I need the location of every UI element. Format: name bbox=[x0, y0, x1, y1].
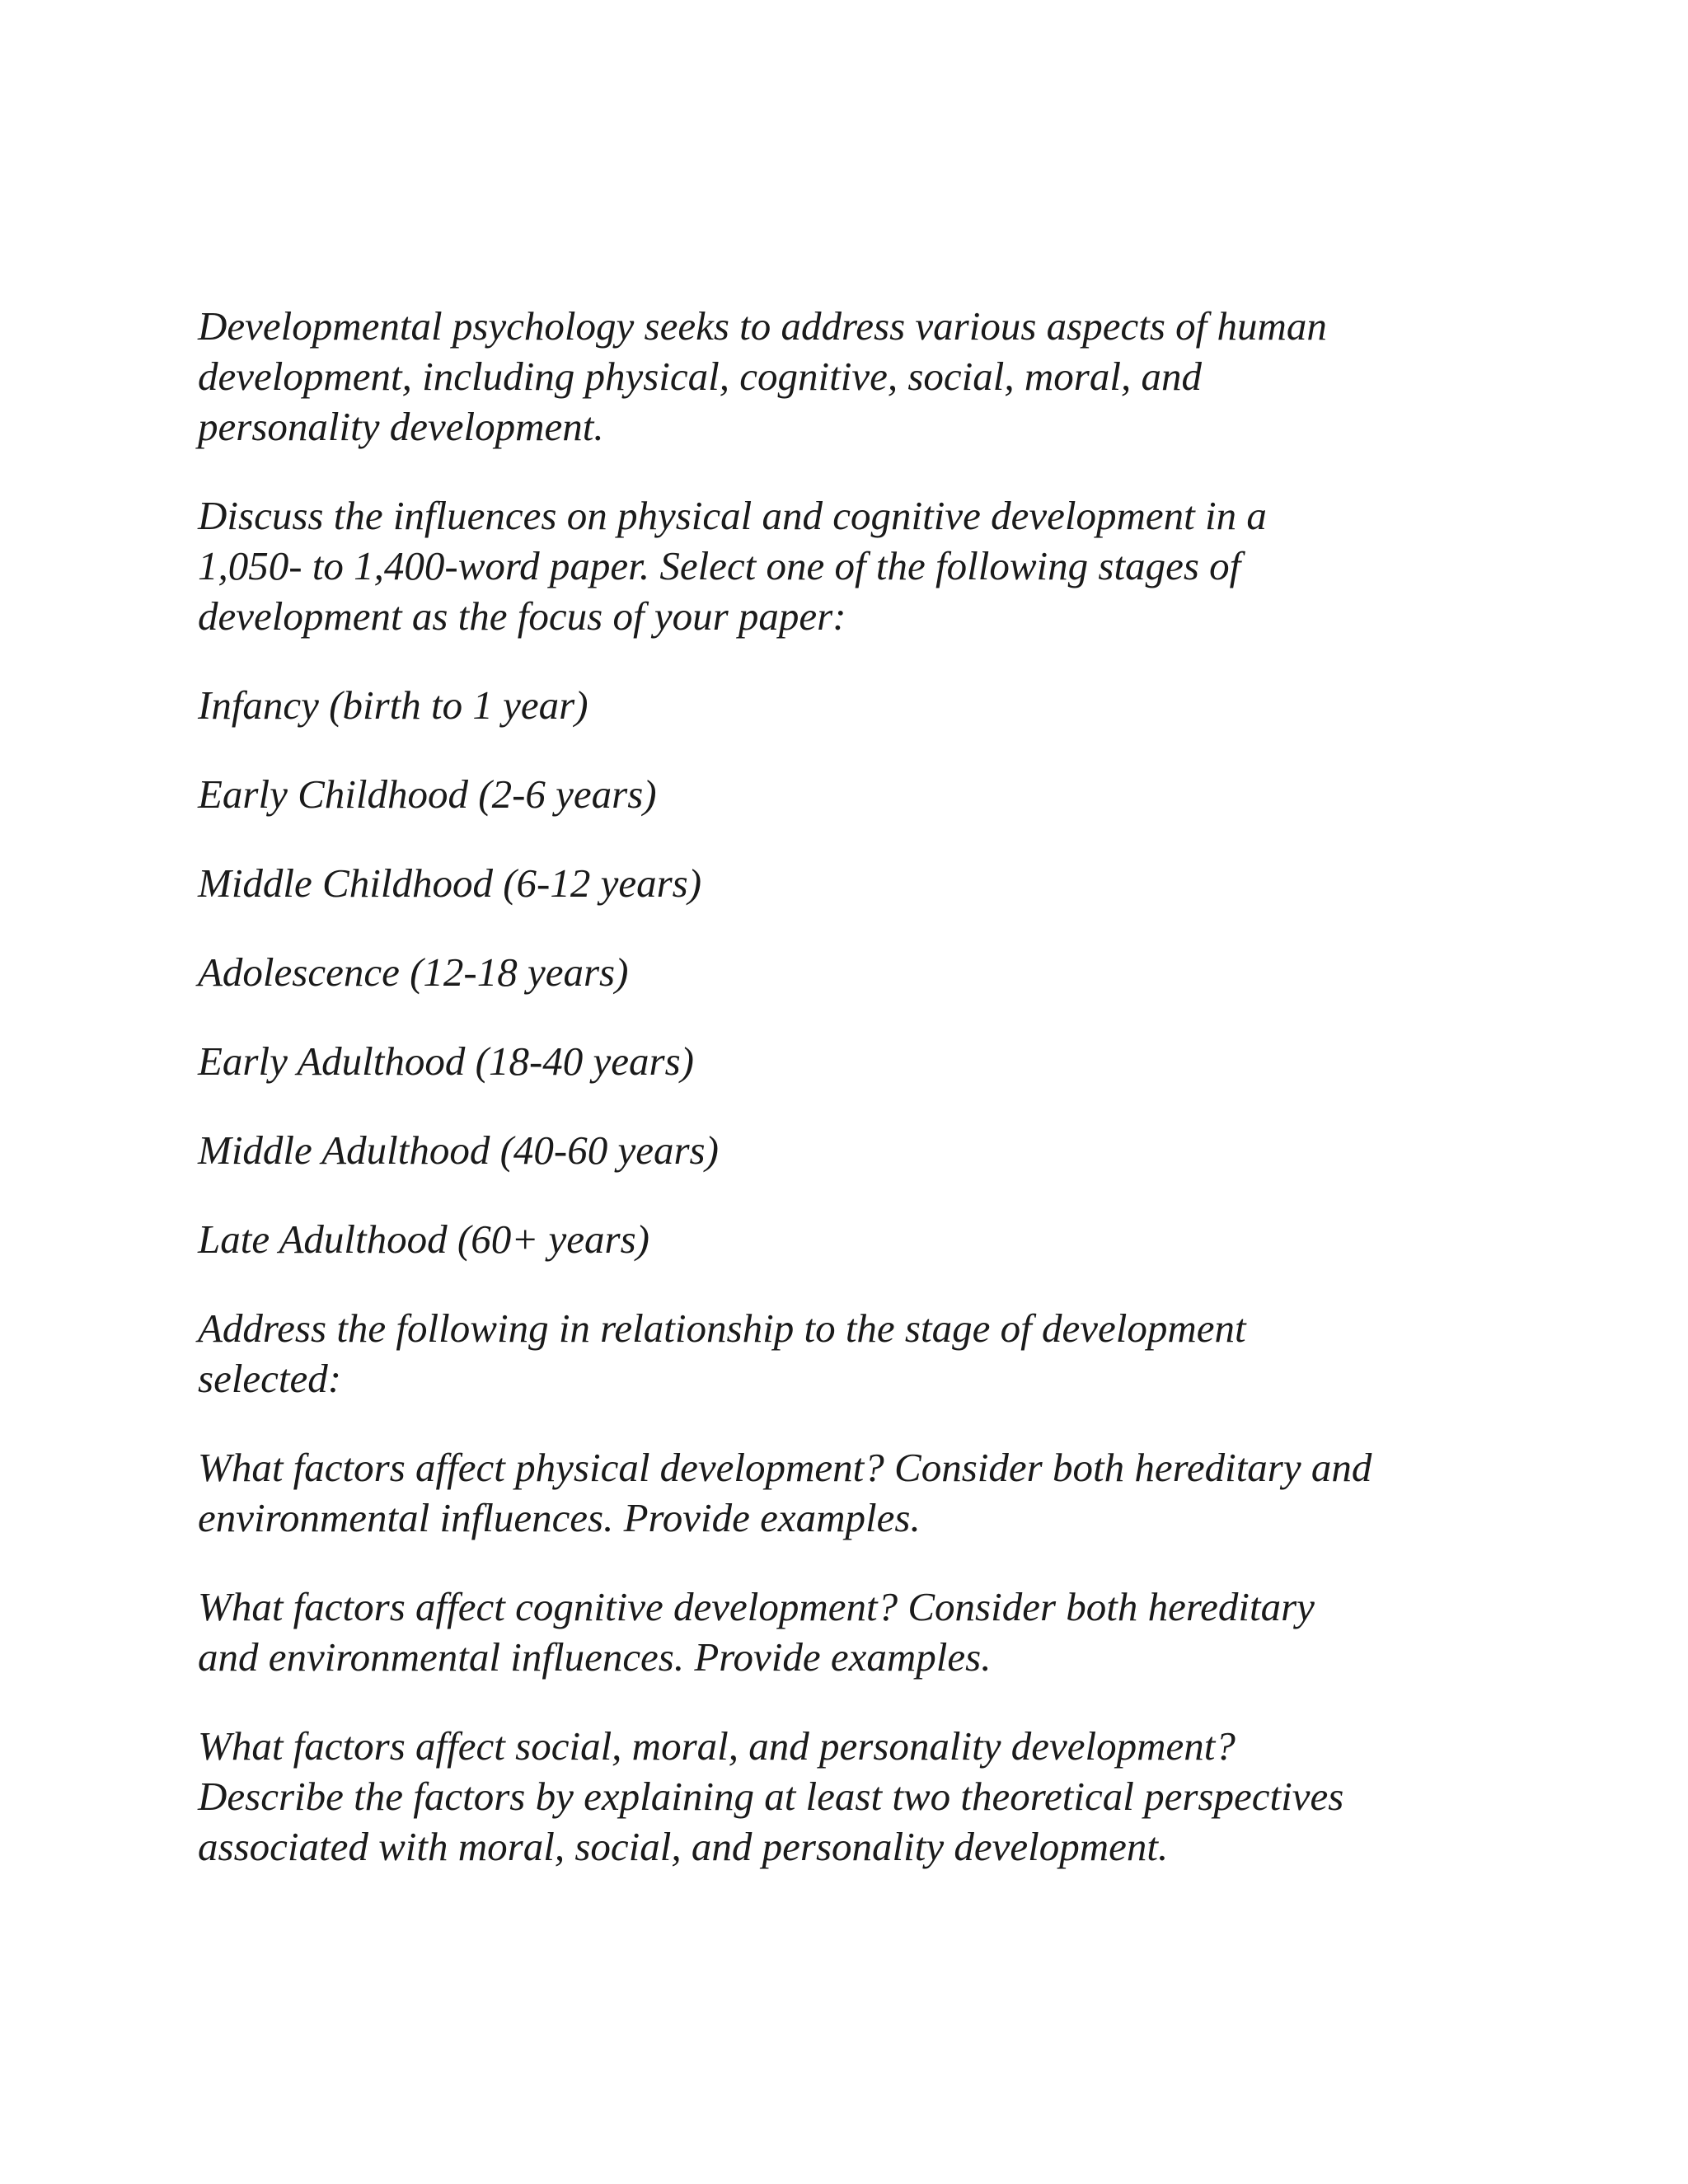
question-line: environmental influences. Provide examples. bbox=[198, 1495, 921, 1540]
intro-line: personality development. bbox=[198, 404, 604, 449]
question-line: associated with moral, social, and personality development. bbox=[198, 1824, 1169, 1869]
question-physical bbox=[198, 1442, 1500, 1543]
question-social-moral-personality bbox=[198, 1721, 1500, 1872]
stage-item-middle-adulthood: Middle Adulthood (40-60 years) bbox=[198, 1127, 719, 1173]
address-paragraph bbox=[198, 1303, 1500, 1404]
stage-item-early-adulthood: Early Adulthood (18-40 years) bbox=[198, 1038, 694, 1084]
stage-list bbox=[198, 680, 1500, 1264]
stage-item-early-childhood: Early Childhood (2-6 years) bbox=[198, 771, 657, 817]
instructions-paragraph bbox=[198, 490, 1500, 641]
stage-item-middle-childhood: Middle Childhood (6-12 years) bbox=[198, 860, 702, 906]
document-body bbox=[198, 301, 1500, 1910]
question-line: What factors affect social, moral, and personality development? bbox=[198, 1723, 1236, 1769]
intro-paragraph bbox=[198, 301, 1500, 452]
stage-item-adolescence: Adolescence (12-18 years) bbox=[198, 949, 629, 995]
instructions-line: Discuss the influences on physical and cognitive development in a bbox=[198, 493, 1267, 538]
address-line: Address the following in relationship to the stage of development bbox=[198, 1305, 1246, 1351]
address-line: selected: bbox=[198, 1356, 342, 1401]
instructions-line: 1,050- to 1,400-word paper. Select one of the following stages of bbox=[198, 543, 1241, 588]
intro-line: Developmental psychology seeks to address various aspects of human bbox=[198, 303, 1327, 349]
question-line: What factors affect cognitive development? Consider both hereditary bbox=[198, 1584, 1315, 1629]
instructions-line: development as the focus of your paper: bbox=[198, 593, 846, 639]
question-line: What factors affect physical development? Consider both hereditary and bbox=[198, 1445, 1372, 1490]
stage-item-infancy: Infancy (birth to 1 year) bbox=[198, 682, 588, 728]
question-line: and environmental influences. Provide examples. bbox=[198, 1634, 992, 1680]
question-cognitive bbox=[198, 1582, 1500, 1682]
intro-line: development, including physical, cognitive, social, moral, and bbox=[198, 354, 1202, 399]
question-line: Describe the factors by explaining at least two theoretical perspectives bbox=[198, 1774, 1344, 1819]
stage-item-late-adulthood: Late Adulthood (60+ years) bbox=[198, 1216, 649, 1262]
